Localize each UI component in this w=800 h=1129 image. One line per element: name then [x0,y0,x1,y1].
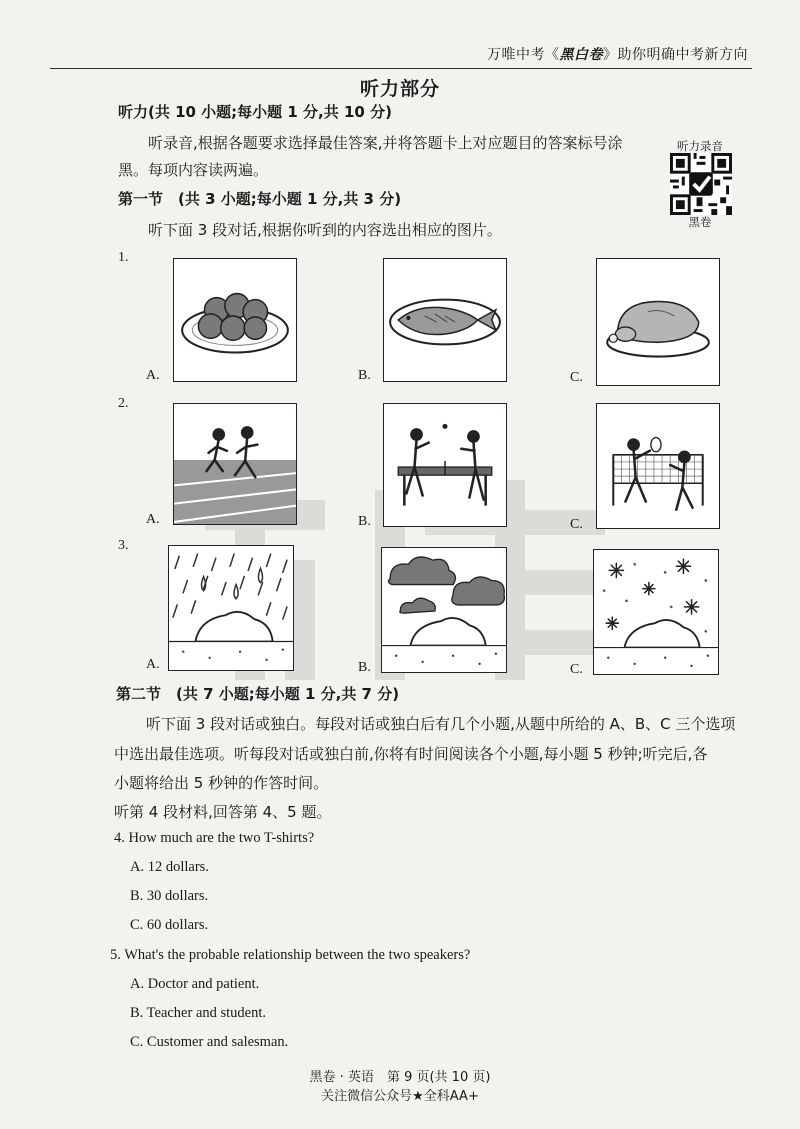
q2-option-a-letter: A. [146,512,160,527]
header-divider [50,68,752,69]
material-note: 听第 4 段材料,回答第 4、5 题。 [114,803,332,821]
q3-option-b-picture[interactable] [381,547,507,673]
header-slogan: 万唯中考《黑白卷》助你明确中考新方向 [487,47,748,63]
question-3-number: 3. [118,538,129,553]
q5-option-c[interactable]: C. Customer and salesman. [130,1034,289,1050]
section1-heading: 第一节 (共 3 小题;每小题 1 分,共 3 分) [118,190,402,208]
qr-bottom-label: 黑卷 [688,215,712,229]
q2-option-b-letter: B. [358,514,371,529]
listening-heading: 听力(共 10 小题;每小题 1 分,共 10 分) [118,103,392,121]
q1-option-a-letter: A. [146,368,160,383]
q4-option-a[interactable]: A. 12 dollars. [130,859,209,875]
qr-code-icon[interactable] [670,153,732,215]
question-5-stem: 5. What's the probable relationship between the two speakers? [110,947,471,963]
cloudy-icon [382,548,506,672]
section2-instruction-line-2: 中选出最佳选项。听每段对话或独白前,你将有时间阅读各个小题,每小题 5 秒钟;听完后,各 [114,745,708,763]
question-1-number: 1. [118,250,129,265]
q3-option-b-letter: B. [358,660,371,675]
q1-option-b-picture[interactable] [383,258,507,382]
q3-option-a-picture[interactable] [168,545,294,671]
footer-page-info: 黑卷 · 英语 第 9 页(共 10 页) [309,1070,491,1085]
q4-option-b[interactable]: B. 30 dollars. [130,888,209,904]
fish-plate-icon [384,259,506,381]
badminton-icon [597,404,719,528]
section2-instruction-line-3: 小题将给出 5 秒钟的作答时间。 [114,774,329,792]
instructions-line-1: 听录音,根据各题要求选择最佳答案,并将答题卡上对应题目的答案标号涂 [148,134,623,152]
q5-option-a[interactable]: A. Doctor and patient. [130,976,260,992]
q1-option-b-letter: B. [358,368,371,383]
meatballs-plate-icon [174,259,296,381]
qr-top-label: 听力录音 [677,139,723,153]
q3-option-c-picture[interactable] [593,549,719,675]
q1-option-c-letter: C. [570,370,583,385]
question-4-stem: 4. How much are the two T-shirts? [114,830,315,846]
q3-option-c-letter: C. [570,662,583,677]
footer-promo: 关注微信公众号★全科AA+ [321,1089,479,1104]
ping-pong-icon [384,404,506,526]
q4-option-c[interactable]: C. 60 dollars. [130,917,209,933]
question-2-number: 2. [118,396,129,411]
rain-icon [169,546,293,670]
snow-icon [594,550,718,674]
q2-option-c-picture[interactable] [596,403,720,529]
q2-option-c-letter: C. [570,517,583,532]
page-title: 听力部分 [359,78,440,100]
q1-option-a-picture[interactable] [173,258,297,382]
q1-option-c-picture[interactable] [596,258,720,386]
section2-instruction-line-1: 听下面 3 段对话或独白。每段对话或独白后有几个小题,从题中所给的 A、B、C 三个选项 [146,715,736,733]
section2-heading: 第二节 (共 7 小题;每小题 1 分,共 7 分) [116,685,400,703]
q2-option-b-picture[interactable] [383,403,507,527]
section1-instruction: 听下面 3 段对话,根据你听到的内容选出相应的图片。 [148,221,502,239]
instructions-line-2: 黑。每项内容读两遍。 [118,161,269,179]
running-icon [174,404,296,524]
q2-option-a-picture[interactable] [173,403,297,525]
q5-option-b[interactable]: B. Teacher and student. [130,1005,267,1021]
q3-option-a-letter: A. [146,657,160,672]
roast-chicken-icon [597,259,719,385]
